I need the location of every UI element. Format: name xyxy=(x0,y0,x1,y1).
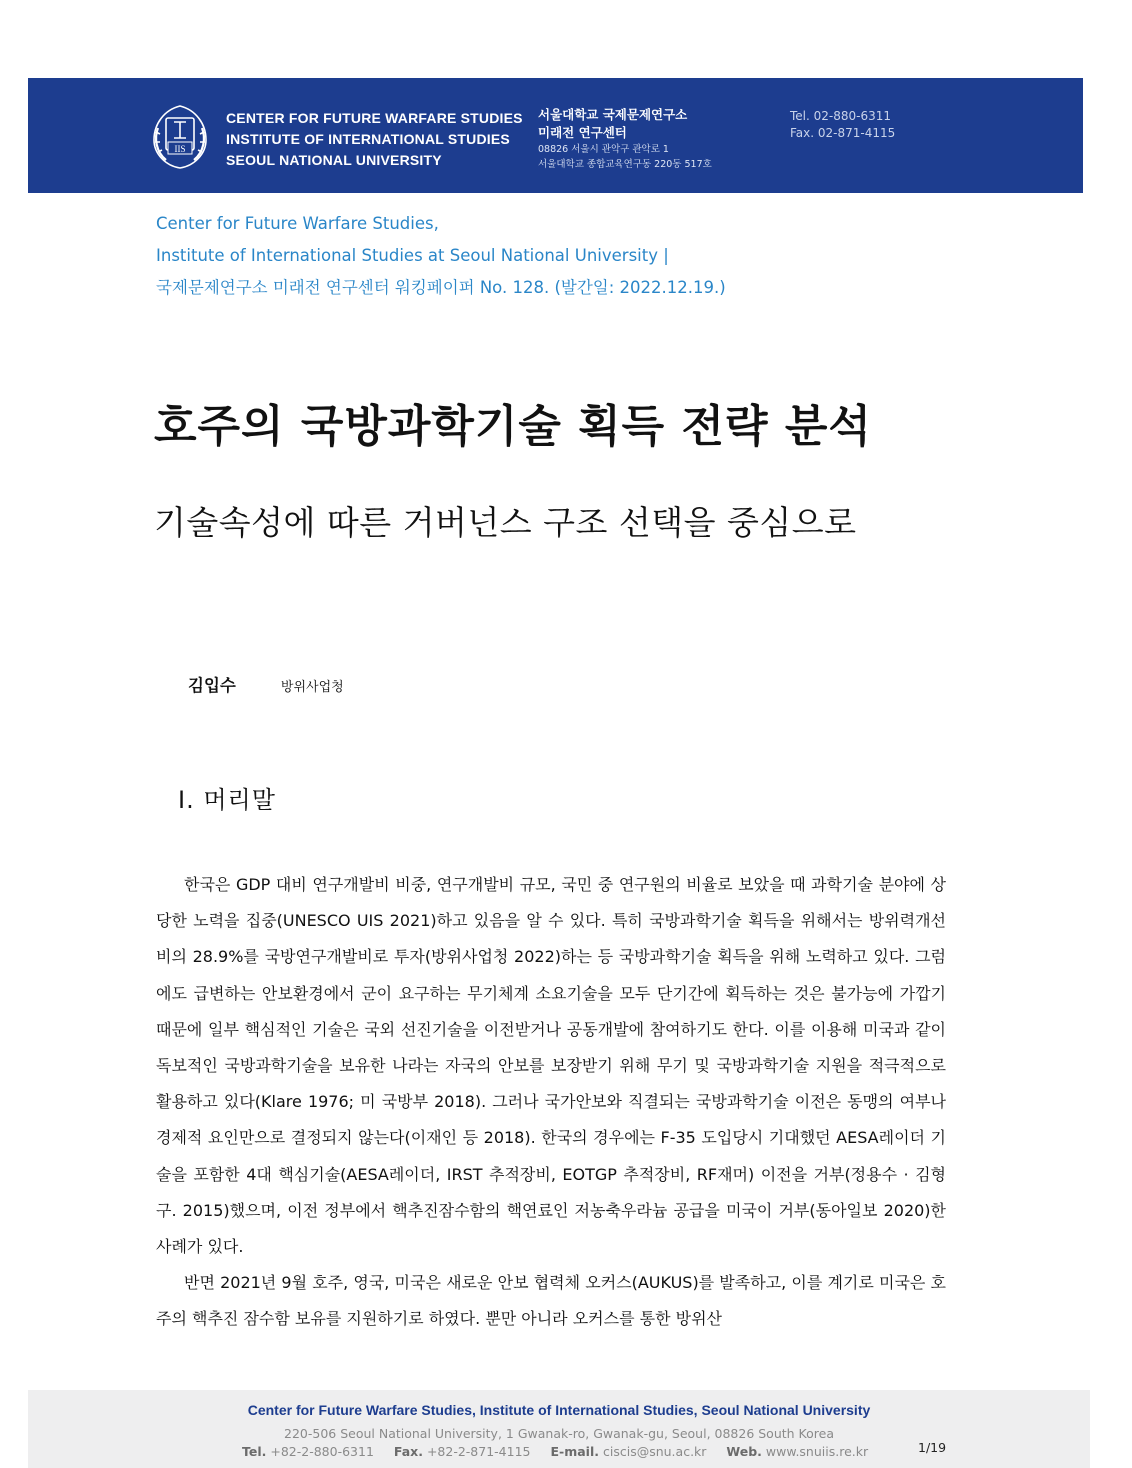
org-name-line: INSTITUTE OF INTERNATIONAL STUDIES xyxy=(226,131,510,147)
tel-text: Tel. 02-880-6311 xyxy=(790,109,892,123)
footer-contact xyxy=(242,1444,868,1459)
paragraph: 한국은 GDP 대비 연구개발비 비중, 연구개발비 규모, 국민 중 연구원의 비율로 보았을 때 과학기술 분야에 상당한 노력을 집중(UNESCO UIS 2021)하고 있음을 알 수 있다. 특히 국방과학기술 획득을 위해서는 방위력개선비의 28.9%를 국방연구개발비로 투자(방위사업청 2022)하는 등 국방과학기술 획득을 위해 노력하고 있다. 그럼에도 급변하는 안보환경에서 군이 요구하는 무기체계 소요기술을 모두 단기간에 획득하는 것은 불가능에 가깝기 때문에 일부 핵심적인 기술은 국외 선진기술을 이전받거나 공동개발에 참여하기도 한다. 이를 이용해 미국과 같이 독보적인 국방과학기술을 보유한 나라는 자국의 안보를 보장받기 위해 무기 및 국방과학기술 지원을 적극적으로 활용하고 있다(Klare 1976; 미 국방부 2018). 그러나 국가안보와 직결되는 국방과학기술 이전은 동맹의 여부나 경제적 요인만으로 결정되지 않는다(이재인 등 2018). 한국의 경우에는 F-35 도입당시 기대했던 AESA레이더 기술을 포함한 4대 핵심기술(AESA레이더, IRST 추적장비, EOTGP 추적장비, RF재머) 이전을 거부(정용수 · 김형구. 2015)했으며, 이전 정부에서 핵추진잠수함의 핵연료인 저농축우라늄 공급을 미국이 거부(동아일보 2020)한 사례가 있다. xyxy=(156,875,946,1257)
tel-value: +82-2-880-6311 xyxy=(270,1444,374,1459)
address-line: 서울대학교 종합교육연구동 220동 517호 xyxy=(538,159,712,170)
series-info xyxy=(156,208,726,304)
paper-title: 호주의 국방과학기술 획득 전략 분석 xyxy=(154,401,872,452)
author-affiliation: 방위사업청 xyxy=(280,680,344,695)
fax-label: Fax. xyxy=(393,1444,423,1459)
tel-label: Tel. xyxy=(242,1444,267,1459)
paragraph: 반면 2021년 9월 호주, 영국, 미국은 새로운 안보 협력체 오커스(AUKUS)를 발족하고, 이를 계기로 미국은 호주의 핵추진 잠수함 보유를 지원하기로 하였다. 뿐만 아니라 오커스를 통한 방위산 xyxy=(156,1273,946,1329)
org-kr-line: 미래전 연구센터 xyxy=(538,125,627,140)
header-band xyxy=(28,78,1083,193)
series-line: Institute of International Studies at Seoul National University | xyxy=(156,246,669,265)
footer-title: Center for Future Warfare Studies, Institute of International Studies, Seoul National University xyxy=(247,1402,871,1418)
org-contact xyxy=(790,108,895,142)
series-line: Center for Future Warfare Studies, xyxy=(156,214,439,233)
fax-value: +82-2-871-4115 xyxy=(426,1444,531,1459)
body-text xyxy=(156,867,946,1338)
org-name-english xyxy=(226,108,523,171)
address-line: 08826 서울시 관악구 관악로 1 xyxy=(538,144,669,155)
series-line: 국제문제연구소 미래전 연구센터 워킹페이퍼 No. 128. (발간일: 2022.12.19.) xyxy=(156,278,726,297)
org-name-line: SEOUL NATIONAL UNIVERSITY xyxy=(226,152,442,168)
author-name: 김입수 xyxy=(188,676,236,695)
footer xyxy=(28,1390,1090,1468)
fax-text: Fax. 02-871-4115 xyxy=(790,126,896,140)
web-label: Web. xyxy=(726,1444,762,1459)
svg-text:IIS: IIS xyxy=(174,144,186,154)
web-value: www.snuiis.re.kr xyxy=(765,1444,869,1459)
paper-subtitle: 기술속성에 따른 거버넌스 구조 선택을 중심으로 xyxy=(154,503,857,542)
section-heading: Ⅰ. 머리말 xyxy=(178,786,276,814)
email-value: ciscis@snu.ac.kr xyxy=(602,1444,707,1459)
org-name-line: CENTER FOR FUTURE WARFARE STUDIES xyxy=(226,110,523,126)
org-kr-line: 서울대학교 국제문제연구소 xyxy=(538,107,688,122)
iis-emblem-logo xyxy=(144,100,216,172)
page-number: 1/19 xyxy=(918,1440,947,1455)
author-line xyxy=(188,672,344,696)
org-name-korean xyxy=(538,106,712,172)
footer-address: 220-506 Seoul National University, 1 Gwanak-ro, Gwanak-gu, Seoul, 08826 South Korea xyxy=(284,1426,834,1441)
email-label: E-mail. xyxy=(550,1444,599,1459)
